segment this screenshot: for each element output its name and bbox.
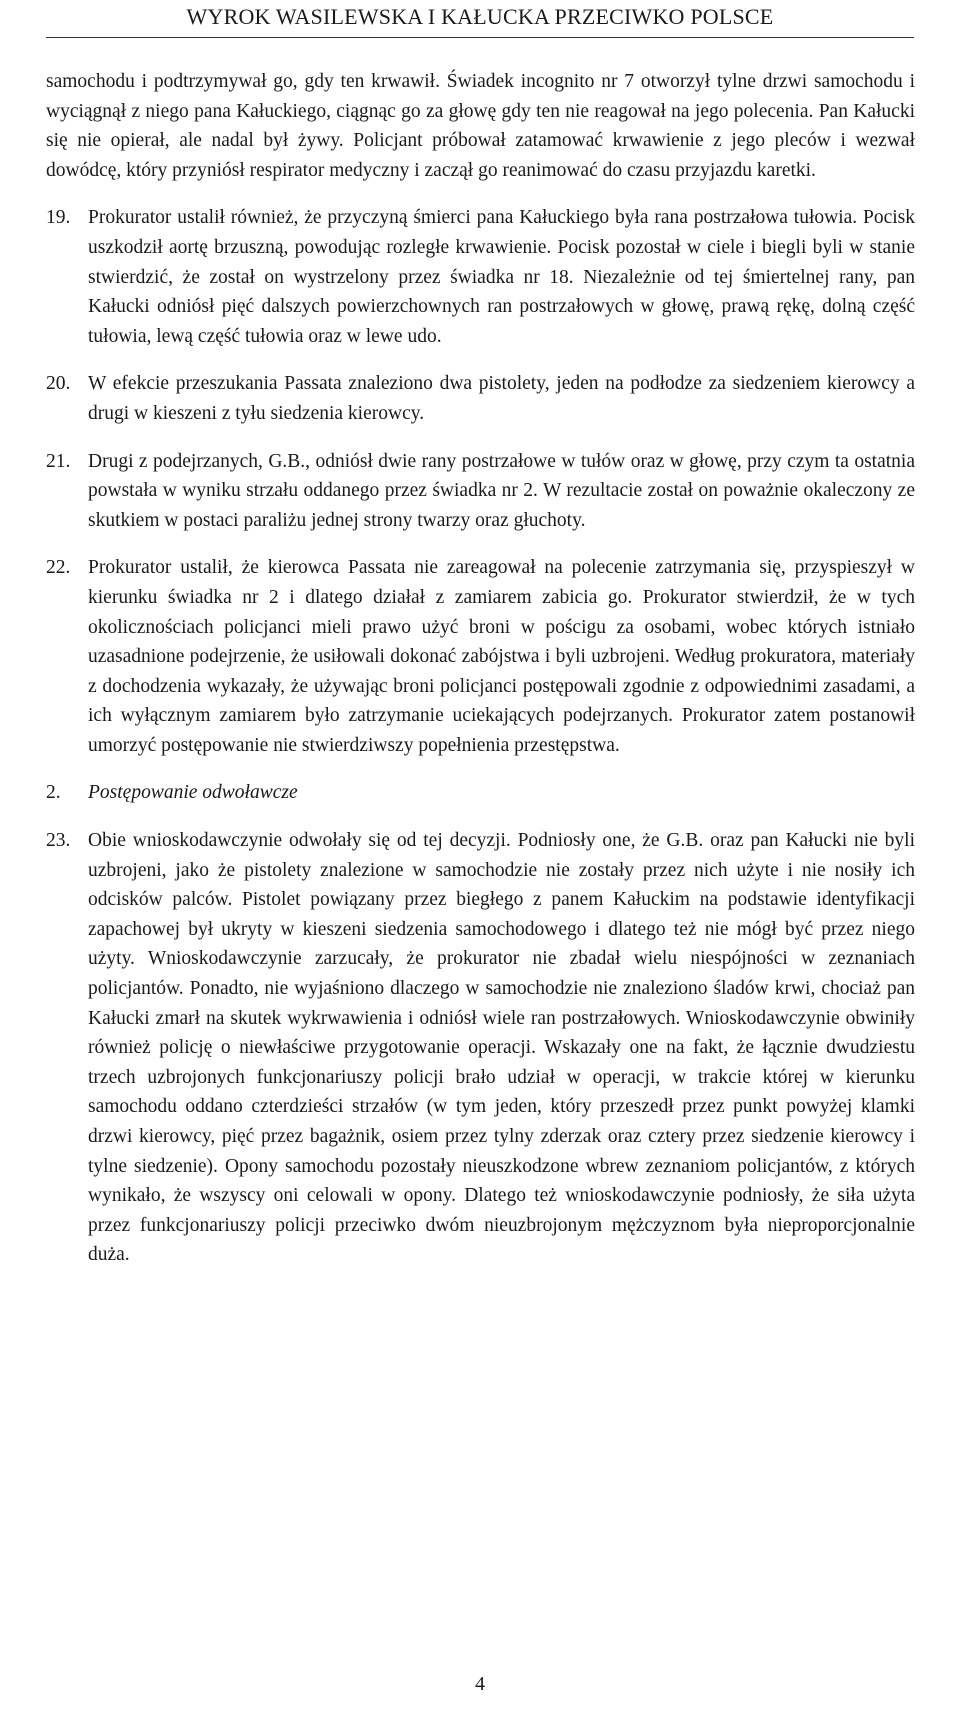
header-rule xyxy=(46,37,914,38)
section-number: 2. xyxy=(46,782,61,804)
paragraph-22: 22. Prokurator ustalił, że kierowca Passata nie zareagował na polecenie zatrzymania się, przyspieszył w kierunku świadka nr 2 i dlatego działał z zamiarem zabicia go. Prokurator stwierdził, że w tych okolicznościach policjanci mieli prawo użyć broni w pościgu za osobami, wobec których istniało uzasadnione podejrzenie, że usiłowali dokonać zabójstwa i byli uzbrojeni. Według prokuratora, materiały z dochodzenia wykazały, że używając broni policjanci postępowali zgodnie z odpowiednimi zasadami, a ich wyłącznym zamiarem było zatrzymanie uciekających podejrzanych. Prokurator zatem postanowił umorzyć postępowanie nie stwierdziwszy popełnienia przestępstwa. xyxy=(46,553,915,760)
paragraph-20: 20. W efekcie przeszukania Passata znaleziono dwa pistolety, jeden na podłodze za siedzeniem kierowcy a drugi w kieszeni z tyłu siedzenia kierowcy. xyxy=(46,369,915,428)
paragraph-21: 21. Drugi z podejrzanych, G.B., odniósł dwie rany postrzałowe w tułów oraz w głowę, przy czym ta ostatnia powstała w wyniku strzału oddanego przez świadka nr 2. W rezultacie został on poważnie okaleczony ze skutkiem w postaci paraliżu jednej strony twarzy oraz głuchoty. xyxy=(46,447,915,536)
section-heading xyxy=(46,778,915,808)
section-title: Postępowanie odwoławcze xyxy=(88,782,298,804)
body-text xyxy=(46,67,915,1288)
paragraph-23: 23. Obie wnioskodawczynie odwołały się od tej decyzji. Podniosły one, że G.B. oraz pan Kałucki nie byli uzbrojeni, jako że pistolety znalezione w samochodzie nie zostały przez nich użyte i nie nosiły ich odcisków palców. Pistolet powiązany przez biegłego z panem Kałuckim na podstawie identyfikacji zapachowej był ukryty w kieszeni siedzenia samochodowego i dlatego też nie mógł być przez niego użyty. Wnioskodawczynie zarzucały, że prokurator nie zbadał wielu niespójności w zeznaniach policjantów. Ponadto, nie wyjaśniono dlaczego w samochodzie nie znaleziono śladów krwi, chociaż pan Kałucki zmarł na skutek wykrwawienia i odniósł wiele ran postrzałowych. Wnioskodawczynie obwiniły również policję o niewłaściwe przygotowanie operacji. Wskazały one na fakt, że łącznie dwudziestu trzech uzbrojonych funkcjonariuszy policji brało udział w operacji, w trakcie której w kierunku samochodu oddano czterdzieści strzałów (w tym jeden, który przeszedł przez punkt powyżej klamki drzwi kierowcy, pięć przez bagażnik, osiem przez tylny zderzak oraz cztery przez siedzenie kierowcy i tylne siedzenie). Opony samochodu pozostały nieuszkodzone wbrew zeznaniom policjantów, z których wynikało, że wszyscy oni celowali w opony. Dlatego też wnioskodawczynie podniosły, że siła użyta przez funkcjonariuszy policji przeciwko dwóm nieuzbrojonym mężczyznom była nieproporcjonalnie duża. xyxy=(46,826,915,1270)
running-header: WYROK WASILEWSKA I KAŁUCKA PRZECIWKO POLSCE xyxy=(186,4,774,29)
paragraph-text: Prokurator ustalił, że kierowca Passata nie zareagował na polecenie zatrzymania się, przyspieszył w kierunku świadka nr 2 i dlatego działał z zamiarem zabicia go. Prokurator stwierdził, że w tych okolicznościach policjanci mieli prawo użyć broni w pościgu za osobami, wobec których istniało uzasadnione podejrzenie, że usiłowali dokonać zabójstwa i byli uzbrojeni. Według prokuratora, materiały z dochodzenia wykazały, że używając broni policjanci postępowali zgodnie z odpowiednimi zasadami, a ich wyłącznym zamiarem było zatrzymanie uciekających podejrzanych. Prokurator zatem postanowił umorzyć postępowanie nie stwierdziwszy popełnienia przestępstwa. xyxy=(88,557,915,756)
paragraph-19: 19. Prokurator ustalił również, że przyczyną śmierci pana Kałuckiego była rana postrzałowa tułowia. Pocisk uszkodził aortę brzuszną, powodując rozległe krwawienie. Pocisk pozostał w ciele i biegli byli w stanie stwierdzić, że został on wystrzelony przez świadka nr 18. Niezależnie od tej śmiertelnej rany, pan Kałucki odniósł pięć dalszych powierzchownych ran postrzałowych w głowę, prawą rękę, dolną część tułowia, lewą część tułowia oraz w lewe udo. xyxy=(46,203,915,351)
paragraph-text: W efekcie przeszukania Passata znaleziono dwa pistolety, jeden na podłodze za siedzeniem kierowcy a drugi w kieszeni z tyłu siedzenia kierowcy. xyxy=(88,373,915,424)
paragraph-text: Drugi z podejrzanych, G.B., odniósł dwie rany postrzałowe w tułów oraz w głowę, przy czym ta ostatnia powstała w wyniku strzału oddanego przez świadka nr 2. W rezultacie został on poważnie okaleczony ze skutkiem w postaci paraliżu jednej strony twarzy oraz głuchoty. xyxy=(88,450,915,531)
paragraph-text: Prokurator ustalił również, że przyczyną śmierci pana Kałuckiego była rana postrzałowa tułowia. Pocisk uszkodził aortę brzuszną, powodując rozległe krwawienie. Pocisk pozostał w ciele i biegli byli w stanie stwierdzić, że został on wystrzelony przez świadka nr 18. Niezależnie od tej śmiertelnej rany, pan Kałucki odniósł pięć dalszych powierzchownych ran postrzałowych w głowę, prawą rękę, dolną część tułowia, lewą część tułowia oraz w lewe udo. xyxy=(88,207,915,347)
paragraph-text: Obie wnioskodawczynie odwołały się od tej decyzji. Podniosły one, że G.B. oraz pan Kałucki nie byli uzbrojeni, jako że pistolety znalezione w samochodzie nie zostały przez nich użyte i nie nosiły ich odcisków palców. Pistolet powiązany przez biegłego z panem Kałuckim na podstawie identyfikacji zapachowej był ukryty w kieszeni siedzenia samochodowego i dlatego też nie mógł być przez niego użyty. Wnioskodawczynie zarzucały, że prokurator nie zbadał wielu niespójności w zeznaniach policjantów. Ponadto, nie wyjaśniono dlaczego w samochodzie nie znaleziono śladów krwi, chociaż pan Kałucki zmarł na skutek wykrwawienia i odniósł wiele ran postrzałowych. Wnioskodawczynie obwiniły również policję o niewłaściwe przygotowanie operacji. Wskazały one na fakt, że łącznie dwudziestu trzech uzbrojonych funkcjonariuszy policji brało udział w operacji, w trakcie której w kierunku samochodu oddano czterdzieści strzałów (w tym jeden, który przeszedł przez punkt powyżej klamki drzwi kierowcy, pięć przez bagażnik, osiem przez tylny zderzak oraz cztery przez siedzenie kierowcy i tylne siedzenie). Opony samochodu pozostały nieuszkodzone wbrew zeznaniom policjantów, z których wynikało, że wszyscy oni celowali w opony. Dlatego też wnioskodawczynie podniosły, że siła użyta przez funkcjonariuszy policji przeciwko dwóm nieuzbrojonym mężczyznom była nieproporcjonalnie duża. xyxy=(88,830,915,1266)
page-number: 4 xyxy=(475,1673,485,1695)
continuation-paragraph: samochodu i podtrzymywał go, gdy ten krwawił. Świadek incognito nr 7 otworzył tylne drzwi samochodu i wyciągnął z niego pana Kałuckiego, ciągnąc go za głowę gdy ten nie reagował na jego polecenia. Pan Kałucki się nie opierał, ale nadal był żywy. Policjant próbował zatamować krwawienie z jego pleców i wezwał dowódcę, który przyniósł respirator medyczny i zaczął go reanimować do czasu przyjazdu karetki. xyxy=(46,71,915,181)
